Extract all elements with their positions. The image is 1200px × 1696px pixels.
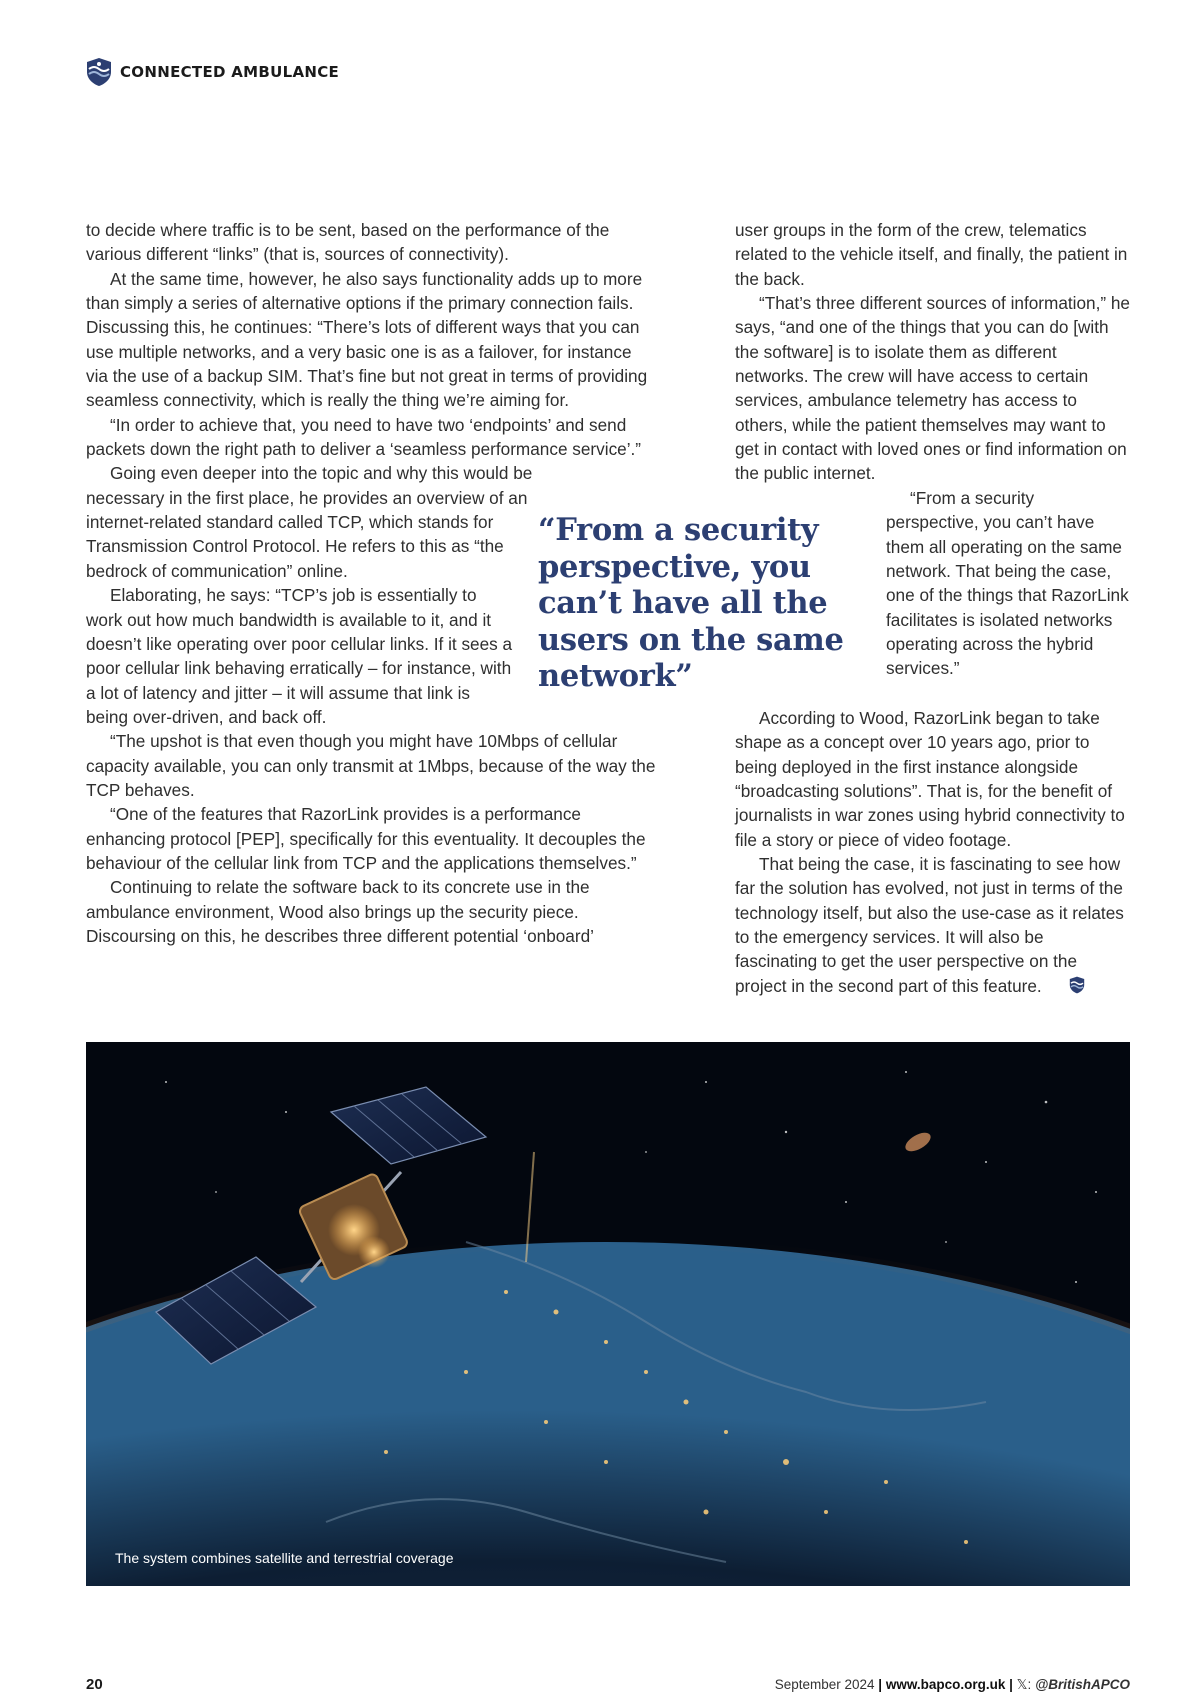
paragraph-text: That being the case, it is fascinating to see how far the solution has evolved, not just in terms of the technology itself, but also the use-case as it relates to the emergency services. It will also be fascinating to get the user perspective on the project in the second part of this feature. xyxy=(735,854,1124,996)
section-header xyxy=(86,56,339,88)
paragraph: Continuing to relate the software back to its concrete use in the ambulance environment, Wood also brings up the security piece. Discoursing on this, he describes three different potential ‘onboard’ xyxy=(86,877,594,946)
pull-quote: “From a security perspective, you can’t have all the users on the same network” xyxy=(538,512,844,694)
paragraph: “That’s three different sources of information,” he says, “and one of the things that you can do [with the software] is to isolate them as different networks. The crew will have access to certain services, ambulance telemetry has access to others, while the patient themselves may want to get in contact with loved ones or find information on the public internet. xyxy=(735,293,1130,484)
social-handle-link[interactable]: @BritishAPCO xyxy=(1035,1677,1130,1692)
footer-info xyxy=(775,1677,1130,1693)
article-column-right-bottom xyxy=(735,706,1130,998)
paragraph: to decide where traffic is to be sent, based on the performance of the various different “links” (that is, sources of connectivity). xyxy=(86,220,610,265)
paragraph xyxy=(735,852,1130,998)
image-caption: The system combines satellite and terrestrial coverage xyxy=(115,1550,454,1566)
issue-date: September 2024 xyxy=(774,1677,875,1692)
paragraph: Elaborating, he says: “TCP’s job is essentially to work out how much bandwidth is available to it, and it doesn’t like operating over poor cellular links. If it sees a poor cellular link behaving erratically – for instance, with a lot of latency and jitter – it will assume that link is being over-driven, and back off. xyxy=(86,585,513,727)
satellite-over-earth-photo xyxy=(86,1042,1130,1586)
paragraph: “In order to achieve that, you need to have two ‘endpoints’ and send packets down the right path to deliver a ‘seamless performance service’.” xyxy=(86,414,642,460)
paragraph: “One of the features that RazorLink provides is a performance enhancing protocol [PEP], specifically for this eventuality. It decouples the behaviour of the cellular link from TCP and the applications themselves.” xyxy=(86,804,646,873)
paragraph: “From a security perspective, you can’t have them all operating on the same network. That being the case, one of the things that RazorLink facilitates is isolated networks operating across the hybrid services.” xyxy=(886,488,1129,679)
paragraph: At the same time, however, he also says functionality adds up to more than simply a series of alternative options if the primary connection fails. Discussing this, he continues: “There’s lots of different ways that you can use multiple networks, and a very basic one is as a failover, for instance via the use of a backup SIM. That’s fine but not great in terms of providing seamless connectivity, which is really the thing we’re aiming for. xyxy=(86,268,648,411)
paragraph: Going even deeper into the topic and why this would be necessary in the first place, he provides an overview of an internet-related standard called TCP, which stands for Transmission Control Protocol. He refers to this as “the bedrock of communication” online. xyxy=(86,463,533,581)
end-of-article-crest-icon xyxy=(1045,976,1061,994)
footer-separator: | xyxy=(878,1677,883,1692)
paragraph: user groups in the form of the crew, telematics related to the vehicle itself, and finally, the patient in the back. xyxy=(735,220,1128,289)
x-logo-icon: 𝕏: xyxy=(1016,1677,1032,1692)
article-column-right-narrow xyxy=(886,486,1131,681)
website-link[interactable]: www.bapco.org.uk xyxy=(885,1677,1006,1692)
paragraph: “The upshot is that even though you might have 10Mbps of cellular capacity available, you can only transmit at 1Mbps, because of the way the TCP behaves. xyxy=(86,731,656,800)
paragraph: According to Wood, RazorLink began to take shape as a concept over 10 years ago, prior to being deployed in the first instance alongside “broadcasting solutions”. That is, for the benefit of journalists in war zones using hybrid connectivity to file a story or piece of video footage. xyxy=(735,708,1125,850)
article-column-right xyxy=(735,218,1130,486)
apco-shield-crest-icon xyxy=(86,57,112,87)
footer-separator: | xyxy=(1009,1677,1013,1692)
section-title: CONNECTED AMBULANCE xyxy=(120,63,340,81)
page-number: 20 xyxy=(86,1676,103,1693)
